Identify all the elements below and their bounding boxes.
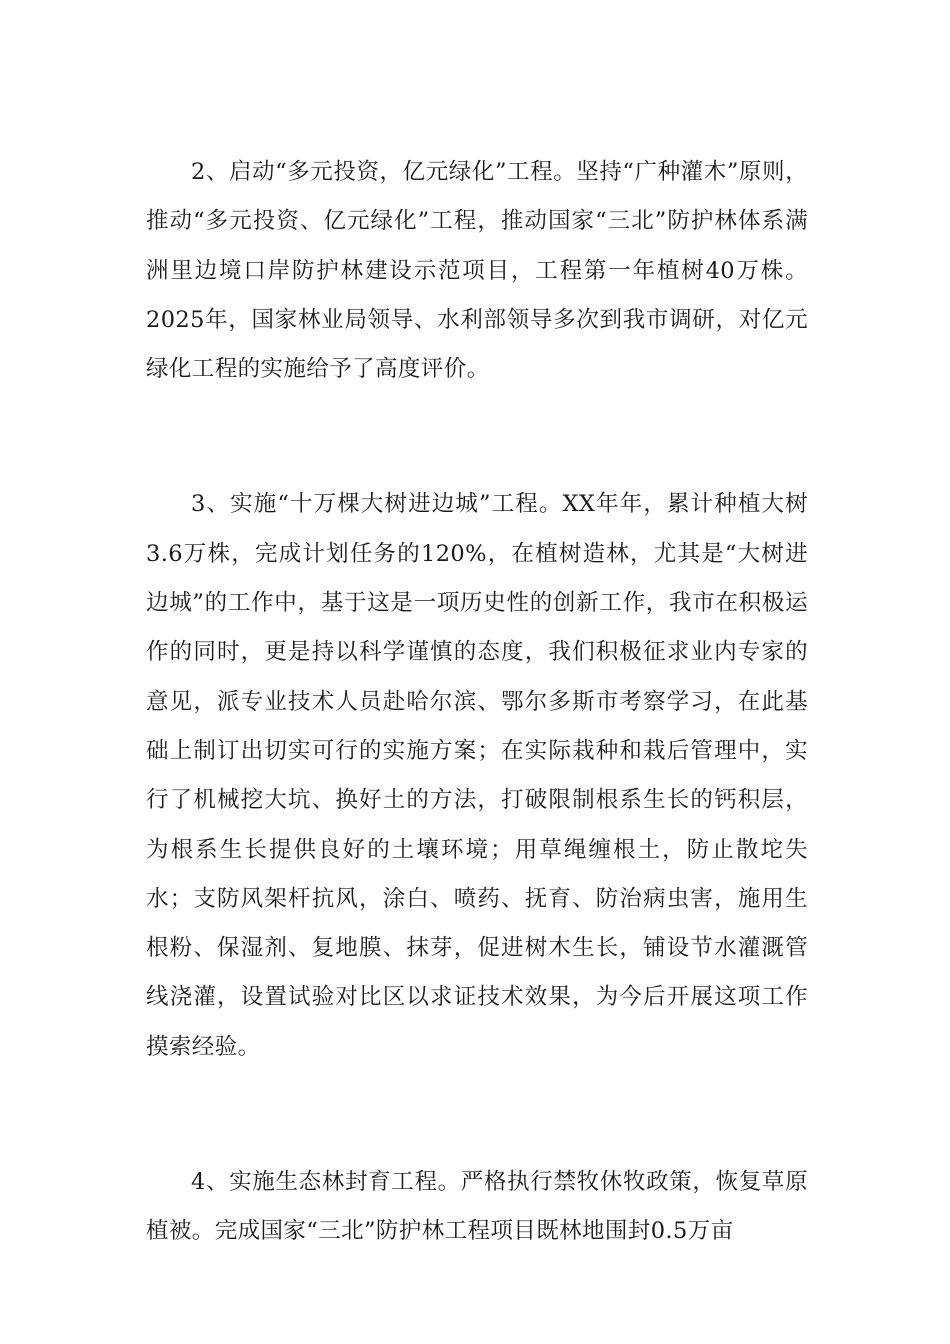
paragraph-spacer — [146, 1072, 808, 1158]
paragraph-item-2: 2、启动“多元投资，亿元绿化”工程。坚持“广种灌木”原则，推动“多元投资、亿元绿化”工程，推动国家“三北”防护林体系满洲里边境口岸防护林建设示范项目，工程第一年植树40万株。2025年，国家林业局领导、水利部领导多次到我市调研，对亿元绿化工程的实施给予了高度评价。 — [146, 159, 808, 383]
document-body — [146, 148, 808, 1257]
paragraph-item-3: 3、实施“十万棵大树进边城”工程。XX年年，累计种植大树3.6万株，完成计划任务的120%，在植树造林，尤其是“大树进边城”的工作中，基于这是一项历史性的创新工作，我市在积极运作的同时，更是持以科学谨慎的态度，我们积极征求业内专家的意见，派专业技术人员赴哈尔滨、鄂尔多斯市考察学习，在此基础上制订出切实可行的实施方案；在实际栽种和栽后管理中，实行了机械挖大坑、换好土的方法，打破限制根系生长的钙积层，为根系生长提供良好的土壤环境；用草绳缠根土，防止散坨失水；支防风架杆抗风，涂白、喷药、抚育、防治病虫害，施用生根粉、保湿剂、复地膜、抹芽，促进树木生长，铺设节水灌溉管线浇灌，设置试验对比区以求证技术效果，为今后开展这项工作摸索经验。 — [146, 491, 808, 1060]
paragraph-item-4: 4、实施生态林封育工程。严格执行禁牧休牧政策，恢复草原植被。完成国家“三北”防护林工程项目既林地围封0.5万亩 — [146, 1169, 808, 1245]
paragraph-spacer — [146, 394, 808, 480]
